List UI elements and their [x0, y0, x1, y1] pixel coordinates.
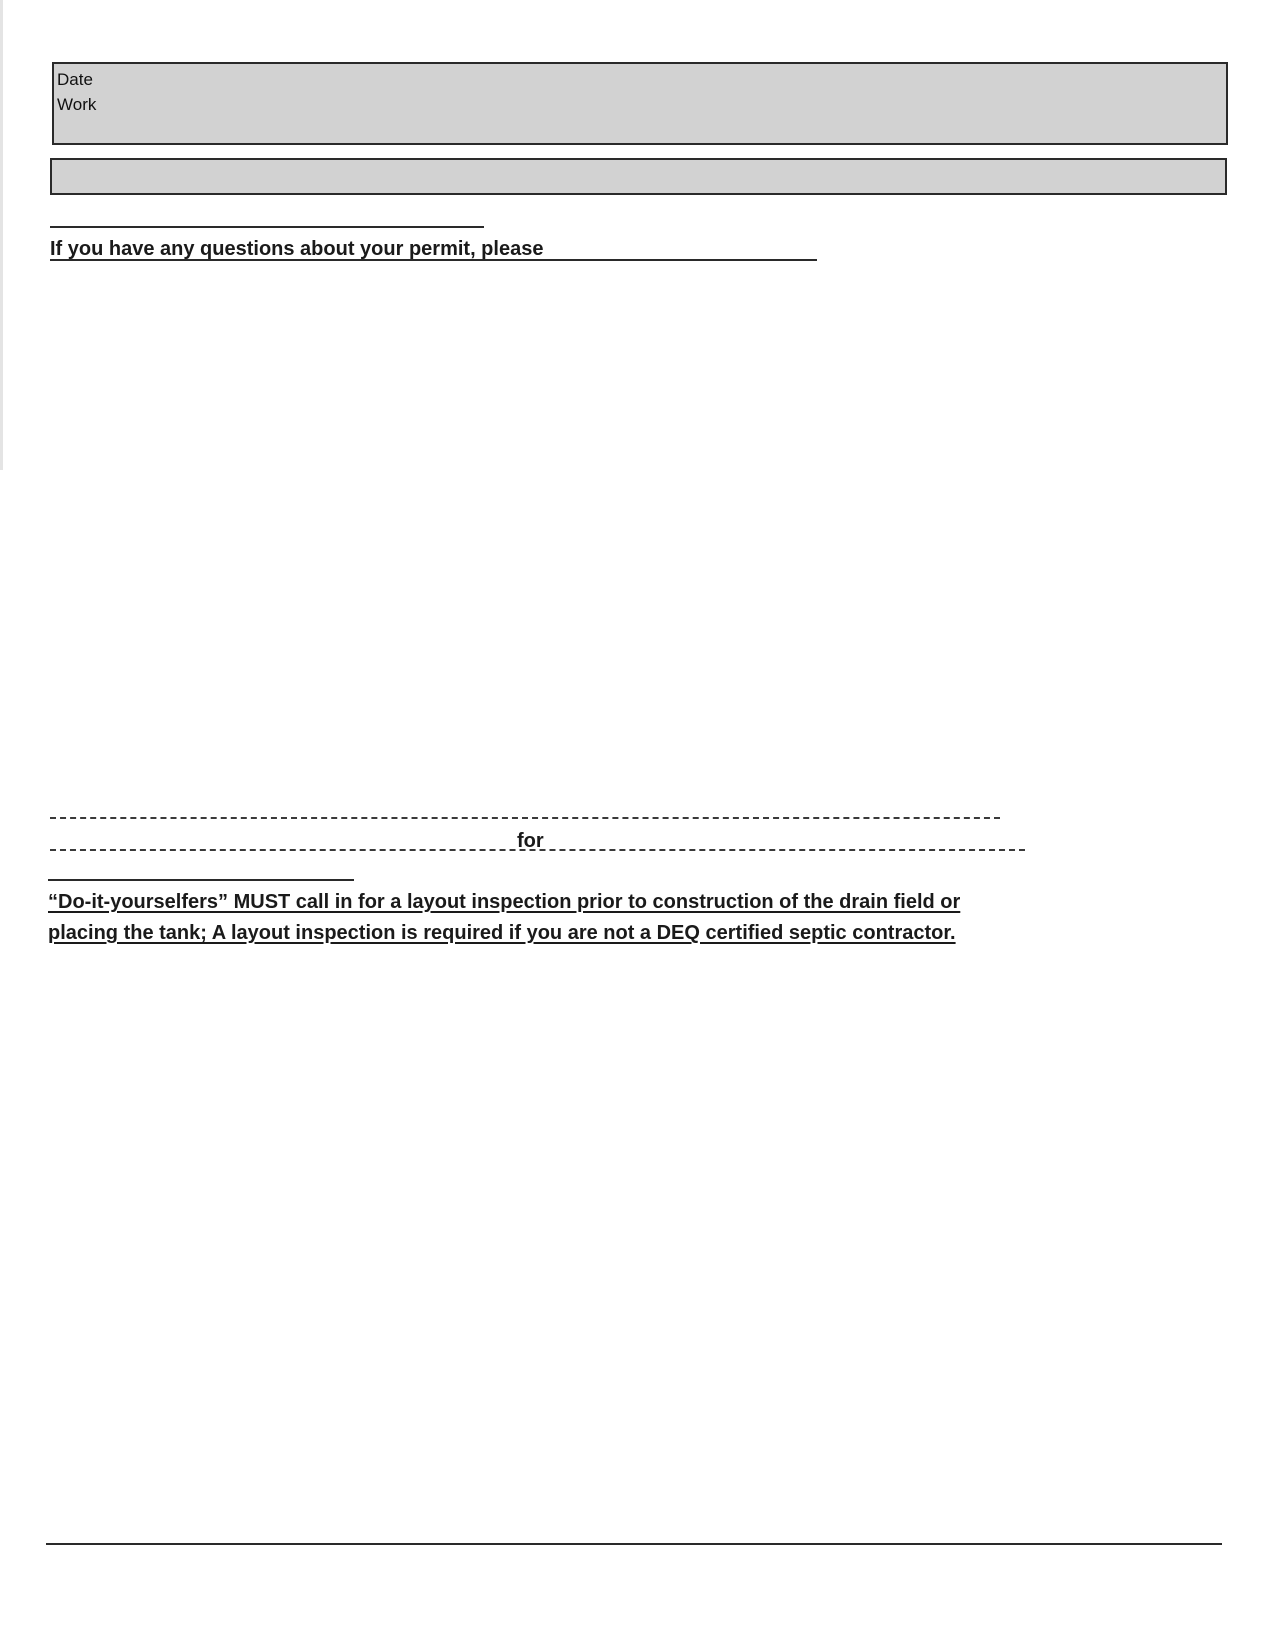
work-label: Work — [57, 95, 97, 114]
for-fragment: for — [517, 830, 544, 852]
section-divider — [50, 226, 484, 228]
scan-edge-shade — [0, 0, 3, 470]
footer-rule — [46, 1543, 1222, 1545]
date-label: Date — [57, 70, 93, 89]
permit-info-bar — [50, 158, 1227, 195]
permit-questions-underline — [50, 259, 817, 261]
permit-header-box — [52, 62, 1228, 145]
faded-text-line-2 — [50, 849, 1025, 851]
diy-section-divider — [48, 879, 354, 881]
diy-notice-line-1: “Do-it-yourselfers” MUST call in for a layout inspection prior to construction of the drain field or — [48, 891, 961, 913]
diy-notice-line-2: placing the tank; A layout inspection is required if you are not a DEQ certified septic contractor. — [48, 922, 956, 944]
permit-questions-text: If you have any questions about your permit, please — [50, 238, 544, 260]
faded-text-line-1 — [50, 817, 1000, 819]
